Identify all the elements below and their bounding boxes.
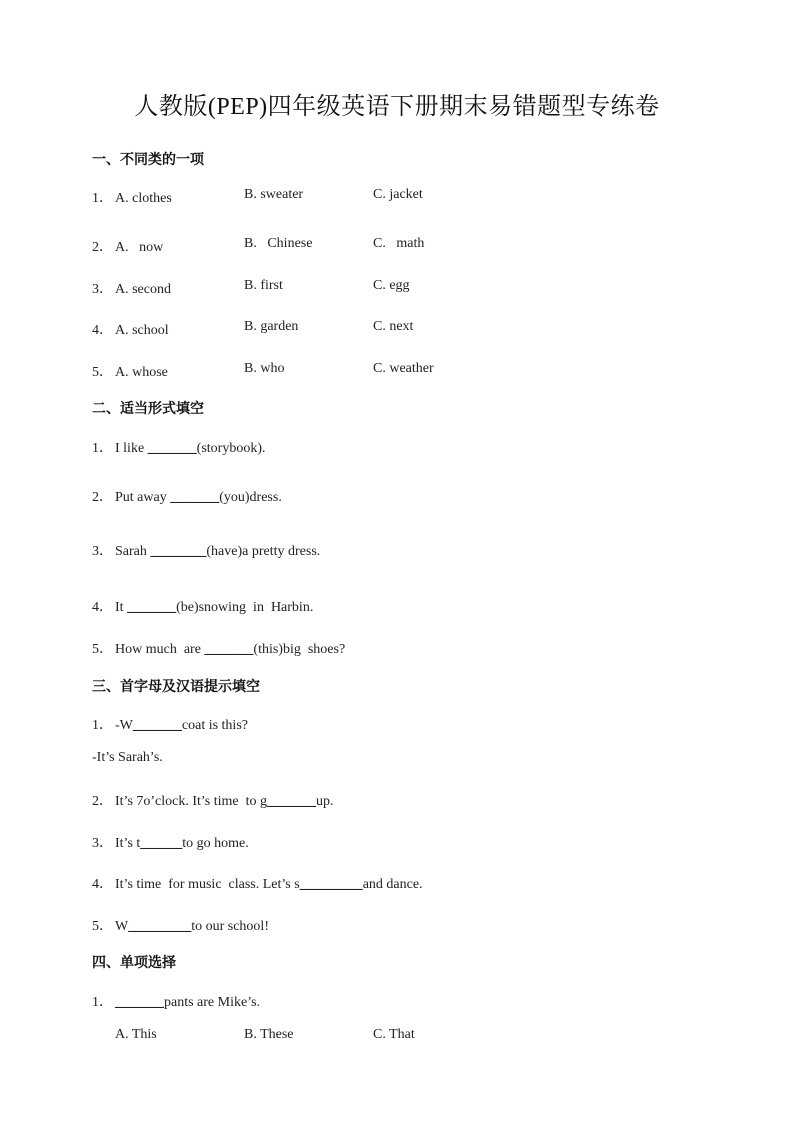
question-3-1-reply: -It’s Sarah’s. xyxy=(92,750,163,765)
answer-blank[interactable]: _______ xyxy=(267,794,317,809)
question-2-5 xyxy=(92,638,345,658)
question-1-3 xyxy=(92,278,171,298)
question-1-5 xyxy=(92,361,168,381)
question-hint: (you)dress. xyxy=(219,490,282,505)
question-text: I like xyxy=(115,441,148,456)
question-number: 5． xyxy=(92,919,113,934)
option-c: C. jacket xyxy=(373,187,423,202)
question-number: 4． xyxy=(92,877,113,892)
question-text: W xyxy=(115,919,129,934)
question-number: 5． xyxy=(92,365,113,380)
question-3-1 xyxy=(92,714,248,734)
option-c: C. weather xyxy=(373,361,434,376)
question-1-2 xyxy=(92,236,163,256)
question-3-2 xyxy=(92,790,334,810)
option-b: B. Chinese xyxy=(244,236,313,251)
option-c[interactable]: C. That xyxy=(373,1027,415,1042)
question-text-end: coat is this? xyxy=(181,718,248,733)
option-a: A. now xyxy=(115,240,164,255)
answer-blank[interactable]: ______ xyxy=(140,836,183,851)
page-title: 人教版(PEP)四年级英语下册期末易错题型专练卷 xyxy=(134,94,660,120)
answer-blank[interactable]: _______ xyxy=(170,490,220,505)
question-text: Put away xyxy=(115,490,171,505)
answer-blank[interactable]: _________ xyxy=(299,877,363,892)
question-2-4 xyxy=(92,596,313,616)
question-text-end: and dance. xyxy=(362,877,423,892)
section-heading-2: 二、适当形式填空 xyxy=(92,401,204,417)
question-number: 2． xyxy=(92,490,113,505)
question-3-5 xyxy=(92,915,269,935)
question-number: 3． xyxy=(92,282,113,297)
answer-blank[interactable]: _______ xyxy=(127,600,177,615)
question-1-1 xyxy=(92,187,172,207)
question-text-end: up. xyxy=(316,794,334,809)
question-number: 1． xyxy=(92,191,113,206)
option-c: C. egg xyxy=(373,278,410,293)
question-text-end: to our school! xyxy=(191,919,269,934)
question-number: 1． xyxy=(92,441,113,456)
option-a: A. school xyxy=(115,323,169,338)
option-a: A. clothes xyxy=(115,191,172,206)
answer-blank[interactable]: _________ xyxy=(128,919,192,934)
question-1-4 xyxy=(92,319,169,339)
question-hint: (be)snowing in Harbin. xyxy=(176,600,314,615)
answer-blank[interactable]: _______ xyxy=(132,718,182,733)
question-number: 3． xyxy=(92,836,113,851)
question-2-3 xyxy=(92,540,320,560)
question-text: -W xyxy=(115,718,133,733)
question-number: 1． xyxy=(92,995,113,1010)
option-b: B. garden xyxy=(244,319,299,334)
question-2-1 xyxy=(92,437,265,457)
question-text: It’s t xyxy=(115,836,141,851)
question-4-1 xyxy=(92,991,260,1011)
question-3-4 xyxy=(92,873,423,893)
question-number: 2． xyxy=(92,794,113,809)
question-3-3 xyxy=(92,832,249,852)
question-text: How much are xyxy=(115,642,205,657)
question-hint: (storybook). xyxy=(196,441,266,456)
answer-blank[interactable]: _______ xyxy=(204,642,254,657)
answer-blank[interactable]: ________ xyxy=(150,544,207,559)
section-heading-1: 一、不同类的一项 xyxy=(92,152,204,168)
question-number: 4． xyxy=(92,323,113,338)
question-text: It’s 7o’clock. It’s time to g xyxy=(115,794,268,809)
answer-blank[interactable]: _______ xyxy=(147,441,197,456)
question-hint: (have)a pretty dress. xyxy=(206,544,321,559)
option-a: A. second xyxy=(115,282,171,297)
question-text: Sarah xyxy=(115,544,151,559)
section-heading-3: 三、首字母及汉语提示填空 xyxy=(92,679,260,695)
question-text: It xyxy=(115,600,128,615)
section-heading-4: 四、单项选择 xyxy=(92,955,176,971)
option-b[interactable]: B. These xyxy=(244,1027,294,1042)
option-c: C. math xyxy=(373,236,425,251)
option-a[interactable]: A. This xyxy=(115,1027,157,1042)
question-text: It’s time for music class. Let’s s xyxy=(115,877,300,892)
question-number: 3． xyxy=(92,544,113,559)
question-text-end: to go home. xyxy=(182,836,249,851)
option-c: C. next xyxy=(373,319,414,334)
question-number: 2． xyxy=(92,240,113,255)
question-number: 4． xyxy=(92,600,113,615)
option-b: B. who xyxy=(244,361,285,376)
option-b: B. sweater xyxy=(244,187,304,202)
question-number: 5． xyxy=(92,642,113,657)
option-b: B. first xyxy=(244,278,283,293)
question-2-2 xyxy=(92,486,282,506)
question-number: 1． xyxy=(92,718,113,733)
answer-blank[interactable]: _______ xyxy=(115,995,164,1010)
question-hint: (this)big shoes? xyxy=(253,642,346,657)
question-text: pants are Mike’s. xyxy=(164,995,261,1010)
option-a: A. whose xyxy=(115,365,168,380)
